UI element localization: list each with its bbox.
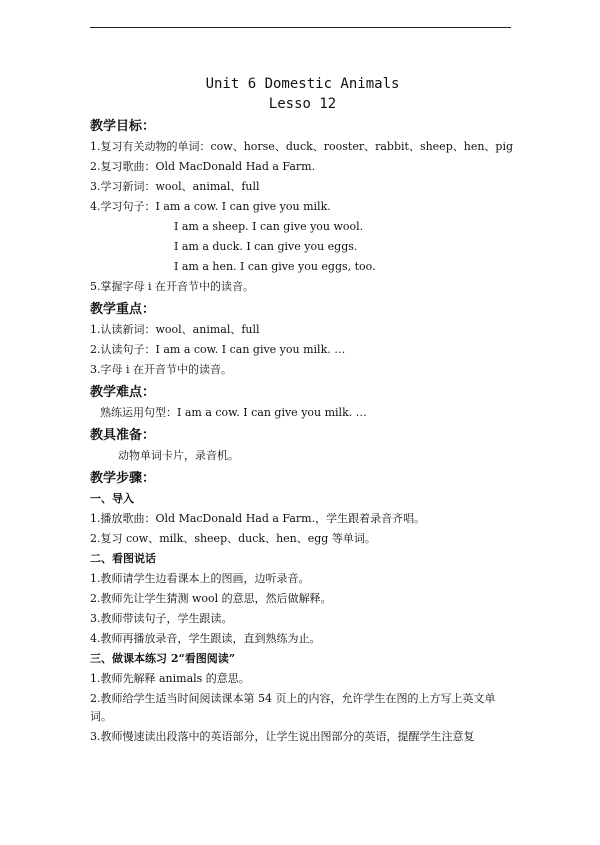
steps-heading: 教学步骤： — [90, 471, 156, 486]
step-item: 1.教师请学生边看课本上的图画，边听录音。 — [90, 572, 310, 585]
step-item: 1.播放歌曲：Old MacDonald Had a Farm.，学生跟着录音齐唱。 — [90, 512, 426, 525]
objectives-heading: 教学目标： — [90, 119, 156, 134]
preparation-text: 动物单词卡片，录音机。 — [118, 449, 239, 462]
objective-sentence: I am a sheep. I can give you wool. — [174, 220, 364, 233]
step-part-title: 三、做课本练习 2“看图阅读” — [90, 652, 236, 665]
objective-item: 3.学习新词：wool、animal、full — [90, 180, 260, 193]
objective-item: 4.学习句子：I am a cow. I can give you milk. — [90, 200, 331, 213]
step-item: 3.教师带读句子，学生跟读。 — [90, 612, 233, 625]
step-part-title: 二、看图说话 — [90, 552, 156, 565]
objective-sentence: I am a duck. I can give you eggs. — [174, 240, 358, 253]
key-point-item: 1.认读新词：wool、animal、full — [90, 323, 260, 336]
key-point-item: 3.字母 i 在开音节中的读音。 — [90, 363, 233, 376]
step-item: 4.教师再播放录音，学生跟读，直到熟练为止。 — [90, 632, 321, 645]
lesson-number: Lesso 12 — [268, 96, 337, 112]
step-part-title: 一、导入 — [90, 492, 134, 505]
key-points-heading: 教学重点： — [90, 302, 156, 317]
step-item: 2.教师先让学生猜测 wool 的意思，然后做解释。 — [90, 592, 332, 605]
step-item: 2.教师给学生适当时间阅读课本第 54 页上的内容，允许学生在图的上方写上英文单词。 — [90, 692, 496, 723]
page-title: Unit 6 Domestic Animals — [205, 76, 400, 92]
objective-sentence: I am a hen. I can give you eggs, too. — [174, 260, 376, 273]
difficulties-text: 熟练运用句型：I am a cow. I can give you milk. … — [100, 406, 367, 419]
objective-item: 5.掌握字母 i 在开音节中的读音。 — [90, 280, 255, 293]
step-item: 3.教师慢速读出段落中的英语部分，让学生说出图部分的英语，提醒学生注意复 — [90, 730, 475, 743]
objective-item: 2.复习歌曲：Old MacDonald Had a Farm. — [90, 160, 316, 173]
step-item: 1.教师先解释 animals 的意思。 — [90, 672, 250, 685]
header-rule — [90, 27, 511, 28]
preparation-heading: 教具准备： — [90, 428, 156, 443]
step-item: 2.复习 cow、milk、sheep、duck、hen、egg 等单词。 — [90, 532, 376, 545]
objective-item: 1.复习有关动物的单词：cow、horse、duck、rooster、rabbit、sheep、hen、pig — [90, 140, 514, 153]
difficulties-heading: 教学难点： — [90, 385, 156, 400]
lesson-plan-page — [90, 74, 515, 747]
key-point-item: 2.认读句子：I am a cow. I can give you milk. … — [90, 343, 346, 356]
